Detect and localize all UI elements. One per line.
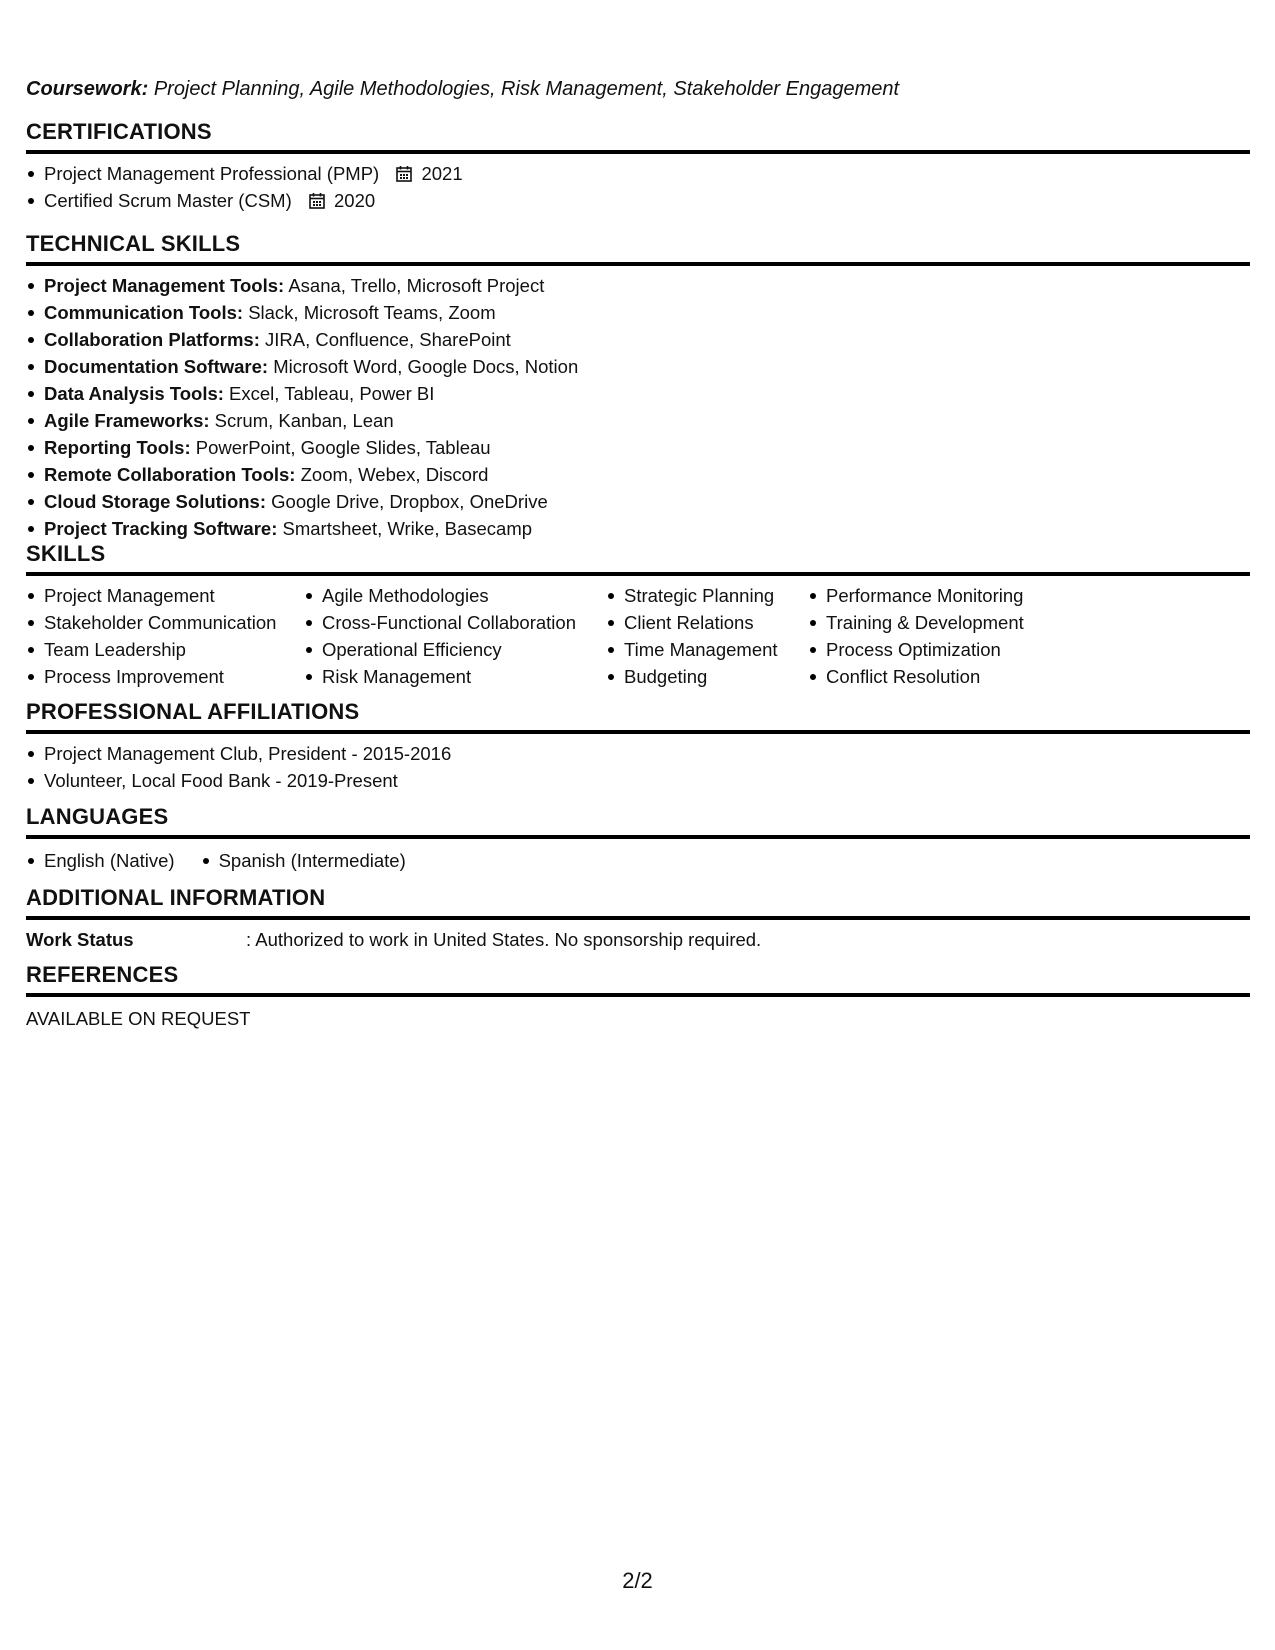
skill-category: Agile Frameworks: [44, 410, 210, 431]
additional-info-title: ADDITIONAL INFORMATION [26, 884, 1250, 920]
skill-item: Process Improvement [26, 663, 304, 690]
skill-values: Smartsheet, Wrike, Basecamp [282, 518, 533, 539]
skill-values: Microsoft Word, Google Docs, Notion [273, 356, 579, 377]
affiliation-item: Volunteer, Local Food Bank - 2019-Present [26, 767, 1250, 794]
skill-item: Performance Monitoring [808, 582, 1108, 609]
certifications-list [26, 160, 1250, 214]
additional-info-section [26, 884, 1250, 953]
language-item: Spanish (Intermediate) [201, 847, 406, 874]
technical-skill-item [26, 515, 1250, 542]
technical-skill-item [26, 407, 1250, 434]
languages-section [26, 803, 1250, 874]
skill-category: Data Analysis Tools: [44, 383, 224, 404]
skill-category: Collaboration Platforms: [44, 329, 260, 350]
calendar-icon [309, 192, 325, 209]
skill-values: Asana, Trello, Microsoft Project [288, 275, 545, 296]
skill-item: Cross-Functional Collaboration [304, 609, 606, 636]
skill-item: Operational Efficiency [304, 636, 606, 663]
affiliations-section [26, 698, 1250, 794]
languages-list [26, 847, 1250, 874]
work-status-row [26, 926, 1250, 953]
skill-values: JIRA, Confluence, SharePoint [265, 329, 511, 350]
certifications-title: CERTIFICATIONS [26, 118, 1250, 154]
skill-category: Documentation Software: [44, 356, 269, 377]
skill-category: Cloud Storage Solutions: [44, 491, 266, 512]
references-title: REFERENCES [26, 961, 1250, 997]
certification-item [26, 160, 1250, 187]
skill-category: Project Management Tools: [44, 275, 285, 296]
skill-item: Project Management [26, 582, 304, 609]
technical-skill-item [26, 272, 1250, 299]
technical-skills-list [26, 272, 1250, 542]
skill-values: Scrum, Kanban, Lean [214, 410, 394, 431]
skill-item: Strategic Planning [606, 582, 808, 609]
skill-item: Time Management [606, 636, 808, 663]
certification-year: 2020 [334, 190, 376, 211]
affiliations-list [26, 740, 1250, 794]
skills-column [808, 582, 1108, 690]
work-status-value: : Authorized to work in United States. No sponsorship required. [246, 929, 762, 950]
technical-skill-item [26, 353, 1250, 380]
page-number: 2/2 [622, 1568, 653, 1593]
certification-year: 2021 [421, 163, 463, 184]
technical-skill-item [26, 326, 1250, 353]
technical-skill-item [26, 434, 1250, 461]
skills-column [606, 582, 808, 690]
skill-category: Remote Collaboration Tools: [44, 464, 296, 485]
coursework-label: Coursework: [26, 78, 149, 100]
certification-item [26, 187, 1250, 214]
skill-item: Agile Methodologies [304, 582, 606, 609]
certifications-section [26, 118, 1250, 214]
skills-grid [26, 582, 1250, 690]
skills-title: SKILLS [26, 540, 1250, 576]
affiliations-title: PROFESSIONAL AFFILIATIONS [26, 698, 1250, 734]
skill-item: Stakeholder Communication [26, 609, 304, 636]
references-text: AVAILABLE ON REQUEST [26, 1008, 251, 1029]
calendar-icon [396, 165, 412, 182]
technical-skill-item [26, 380, 1250, 407]
languages-title: LANGUAGES [26, 803, 1250, 839]
technical-skill-item [26, 461, 1250, 488]
technical-skill-item [26, 299, 1250, 326]
skill-values: Slack, Microsoft Teams, Zoom [248, 302, 496, 323]
technical-skills-section [26, 230, 1250, 542]
skill-item: Process Optimization [808, 636, 1108, 663]
work-status-label: Work Status [26, 929, 134, 950]
language-item: English (Native) [26, 847, 175, 874]
skills-section [26, 540, 1250, 690]
skills-column [26, 582, 304, 690]
skill-category: Project Tracking Software: [44, 518, 278, 539]
skill-item: Team Leadership [26, 636, 304, 663]
references-section [26, 961, 1250, 1032]
certification-name: Certified Scrum Master (CSM) [44, 190, 292, 211]
skill-item: Conflict Resolution [808, 663, 1108, 690]
skill-item: Client Relations [606, 609, 808, 636]
skill-category: Reporting Tools: [44, 437, 191, 458]
technical-skill-item [26, 488, 1250, 515]
skills-column [304, 582, 606, 690]
skill-values: PowerPoint, Google Slides, Tableau [195, 437, 491, 458]
skill-item: Training & Development [808, 609, 1108, 636]
skill-category: Communication Tools: [44, 302, 244, 323]
skill-item: Budgeting [606, 663, 808, 690]
affiliation-item: Project Management Club, President - 2015-2016 [26, 740, 1250, 767]
skill-values: Excel, Tableau, Power BI [229, 383, 435, 404]
coursework-text: Project Planning, Agile Methodologies, Risk Management, Stakeholder Engagement [153, 78, 900, 100]
technical-skills-title: TECHNICAL SKILLS [26, 230, 1250, 266]
skill-values: Zoom, Webex, Discord [300, 464, 489, 485]
skill-values: Google Drive, Dropbox, OneDrive [271, 491, 548, 512]
skill-item: Risk Management [304, 663, 606, 690]
certification-name: Project Management Professional (PMP) [44, 163, 380, 184]
coursework-line [26, 78, 899, 101]
